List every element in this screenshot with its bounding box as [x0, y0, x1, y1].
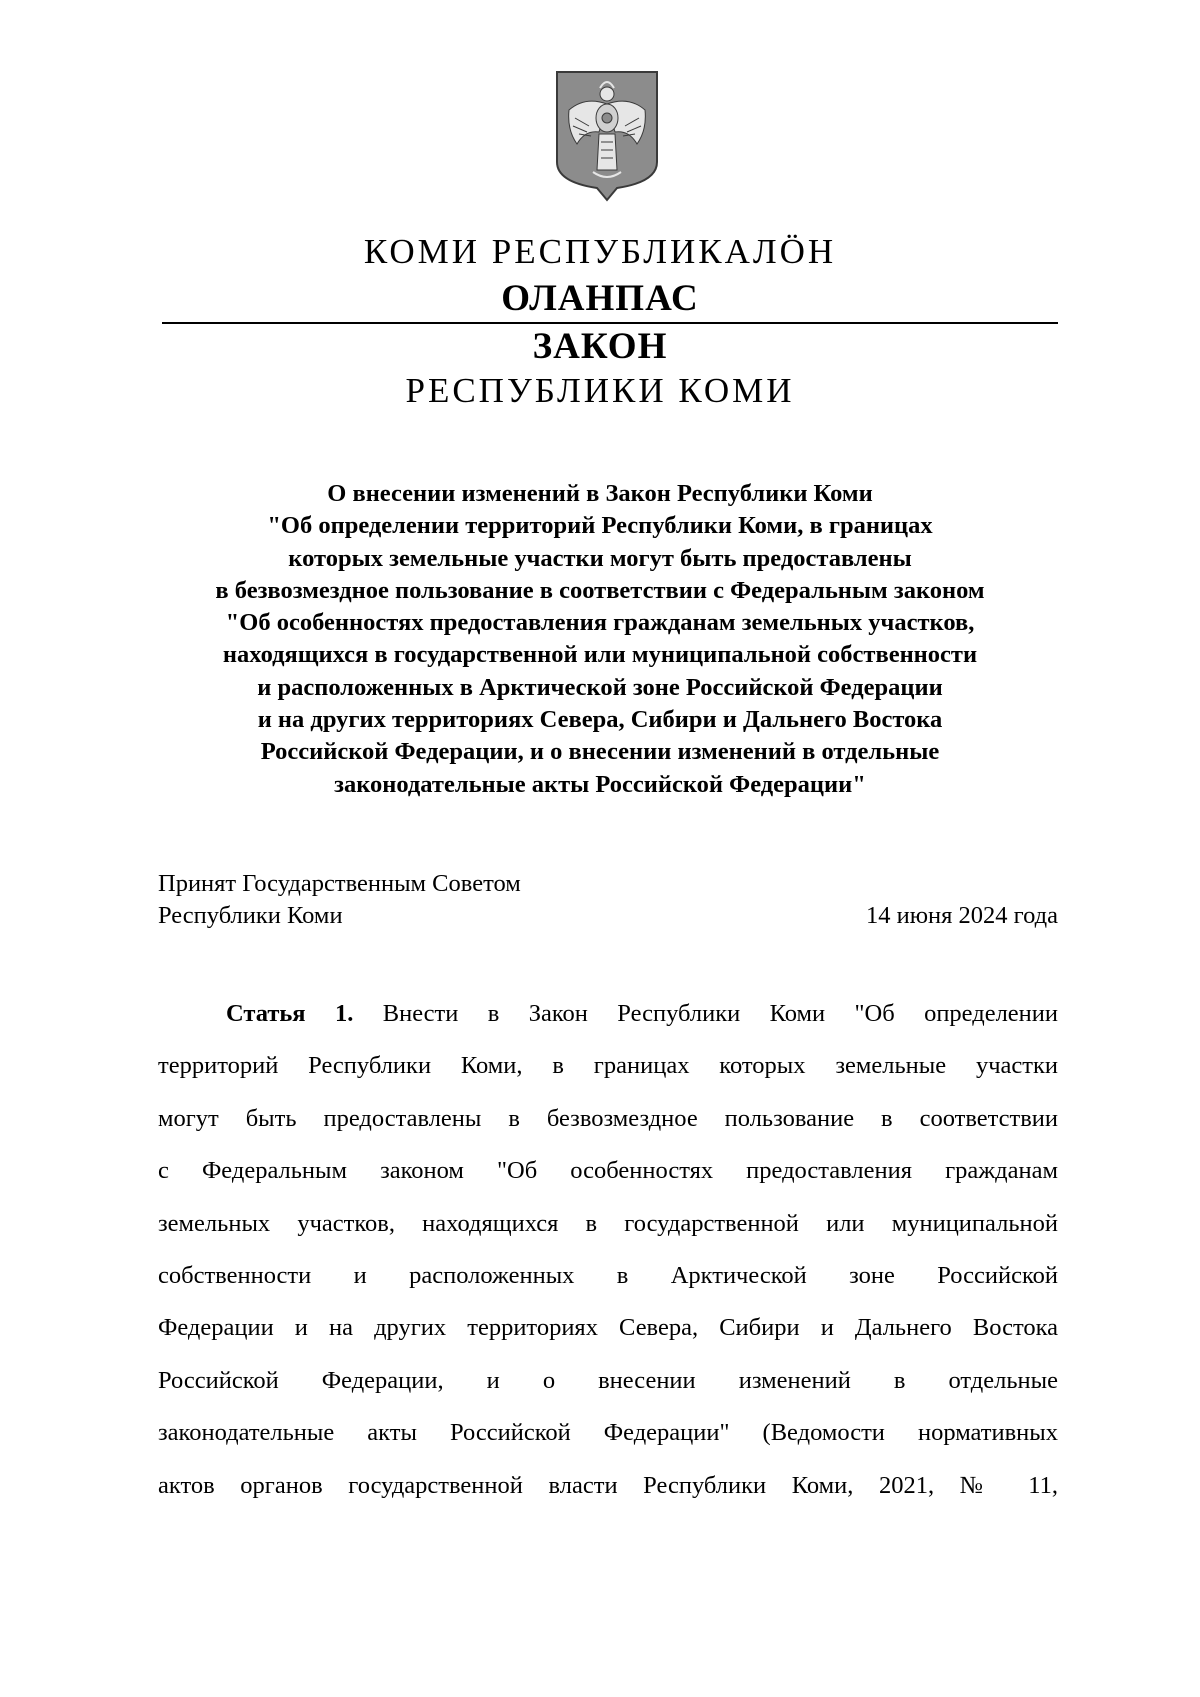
article-1-line: актов органов государственной власти Республики Коми, 2021, № 11,: [158, 1471, 1058, 1499]
article-1-line: территорий Республики Коми, в границах которых земельные участки: [158, 1052, 1058, 1080]
komi-republic-coat-of-arms-icon: [555, 70, 659, 202]
article-1-line: земельных участков, находящихся в государственной или муниципальной: [158, 1209, 1058, 1237]
article-1-line: с Федеральным законом "Об особенностях предоставления гражданам: [158, 1157, 1058, 1185]
law-title-line: в безвозмездное пользование в соответствии с Федеральным законом: [215, 576, 985, 604]
article-1-line: законодательные акты Российской Федерации" (Ведомости нормативных: [158, 1419, 1058, 1447]
article-1-line: собственности и расположенных в Арктической зоне Российской: [158, 1261, 1058, 1289]
law-title-line: законодательные акты Российской Федерации": [334, 770, 866, 798]
adoption-date: 14 июня 2024 года: [866, 902, 1058, 929]
header-republic-komi: РЕСПУБЛИКИ КОМИ: [405, 371, 795, 410]
article-1: [158, 988, 1058, 1512]
adoption-block: [158, 868, 1058, 932]
adopted-by-line: Республики Коми: [158, 902, 343, 929]
article-1-line: Российской Федерации, и о внесении изменений в отдельные: [158, 1366, 1058, 1394]
law-title-line: и на других территориях Севера, Сибири и Дальнего Востока: [257, 706, 943, 734]
law-title-line: "Об особенностях предоставления гражданам земельных участков,: [225, 609, 975, 637]
law-title-line: находящихся в государственной или муниципальной собственности: [222, 641, 978, 669]
law-title-line: Российской Федерации, и о внесении изменений в отдельные: [260, 738, 940, 766]
article-1-line: могут быть предоставлены в безвозмездное пользование в соответствии: [158, 1104, 1058, 1132]
article-1-label: Статья 1.: [226, 1000, 354, 1027]
law-title: [100, 478, 1100, 801]
article-1-line: [158, 988, 1058, 1040]
header-divider: [162, 322, 1058, 324]
header-komi-language-title: КОМИ РЕСПУБЛИКАЛÖН: [363, 232, 837, 271]
law-title-line: и расположенных в Арктической зоне Российской Федерации: [257, 673, 943, 701]
law-title-line: которых земельные участки могут быть предоставлены: [288, 544, 912, 572]
header-olanpas: ОЛАНПАС: [501, 278, 699, 319]
law-title-line: О внесении изменений в Закон Республики Коми: [327, 480, 873, 507]
article-1-line: Федерации и на других территориях Севера, Сибири и Дальнего Востока: [158, 1314, 1058, 1342]
law-title-line: "Об определении территорий Республики Коми, в границах: [267, 512, 933, 540]
adopted-by-line: Принят Государственным Советом: [158, 870, 521, 897]
header-zakon: ЗАКОН: [532, 326, 668, 367]
article-1-first-line-text: Внести в Закон Республики Коми "Об определении: [382, 1000, 1059, 1027]
